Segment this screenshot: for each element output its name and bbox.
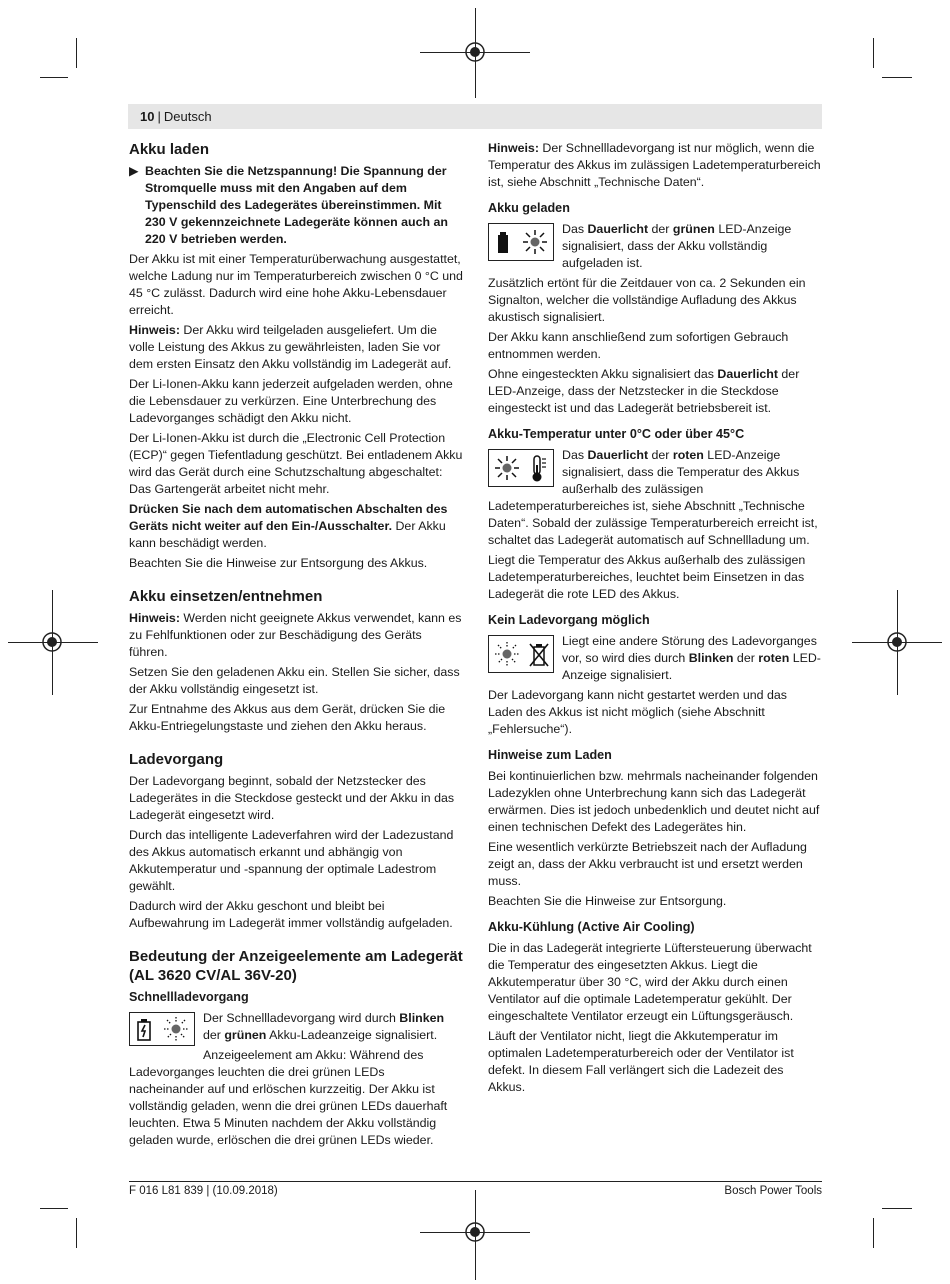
paragraph: Die in das Ladegerät integrierte Lüftersteuerung überwacht die Temperatur des eingesetzten Akkus. Liegt die Akkutemperatur über 30 °C, wird der Akku durch einen Ventilator auf die optimale Ladetemperatur gekühlt. Der eingeschaltete Ventilator erzeugt ein Lüftungsgeräusch.: [488, 941, 812, 1023]
indicator-block-charged: [488, 221, 822, 275]
registration-mark-icon: [41, 631, 63, 653]
paragraph: Der Akku ist mit einer Temperaturüberwachung ausgestattet, welche Ladung nur im Temperaturbereich zwischen 0 °C und 45 °C zulässt. Dadurch wird eine hohe Akku-Lebensdauer erreicht.: [129, 252, 463, 317]
indicator-block-temperature: [488, 447, 822, 552]
paragraph: Das Dauerlicht der grünen LED-Anzeige signalisiert, dass der Akku vollständig aufgeladen ist.: [562, 222, 792, 270]
paragraph: Hinweis: Werden nicht geeignete Akkus verwendet, kann es zu Fehlfunktionen oder zur Beschädigung des Geräts führen.: [129, 611, 462, 659]
indicator-symbol-box: [488, 223, 554, 261]
paragraph: Der Li-Ionen-Akku kann jederzeit aufgeladen werden, ohne die Lebensdauer zu verkürzen. Eine Unterbrechung des Ladevorganges schädigt den Akku nicht.: [129, 377, 453, 425]
indicator-symbol-box: [488, 449, 554, 487]
header-language: Deutsch: [163, 109, 212, 124]
document-number: F 016 L81 839 | (10.09.2018): [129, 1185, 278, 1197]
paragraph: Liegt eine andere Störung des Ladevorganges vor, so wird dies durch Blinken der roten LED-Anzeige signalisiert.: [562, 634, 821, 682]
section-title-ladevorgang: Ladevorgang: [129, 751, 224, 768]
indicator-block-fast-charge: [129, 1010, 463, 1149]
battery-full-icon: [493, 229, 513, 255]
section-title-einsetzen: Akku einsetzen/entnehmen: [129, 588, 323, 605]
battery-crossed-icon: [528, 640, 550, 668]
page-footer: [129, 1181, 822, 1197]
paragraph: Das Dauerlicht der roten LED-Anzeige signalisiert, dass die Temperatur des Akkus außerhalb des zulässigen Ladetemperaturbereiches ist, siehe Abschnitt „Technische Daten“. Sobald der zulässige Temperaturbereich erreicht ist, schaltet das Ladegerät automatisch auf Schnellladung um.: [488, 448, 818, 547]
paragraph: Hinweis: Der Akku wird teilgeladen ausgeliefert. Um die volle Leistung des Akkus zu gewährleisten, laden Sie vor dem ersten Einsatz den Akku vollständig im Ladegerät auf.: [129, 323, 452, 371]
page-number: 10: [140, 109, 155, 124]
battery-charging-icon: [134, 1016, 154, 1042]
page-header: 10 | Deutsch: [128, 104, 822, 129]
paragraph: Dadurch wird der Akku geschont und bleibt bei Aufbewahrung im Ladegerät immer vollständig aufgeladen.: [129, 899, 453, 930]
paragraph: Der Schnellladevorgang wird durch Blinken der grünen Akku-Ladeanzeige signalisiert.: [203, 1011, 445, 1042]
crop-mark: [873, 38, 874, 68]
crop-mark: [40, 1208, 68, 1209]
subsection-title-akku-geladen: Akku geladen: [488, 201, 570, 215]
warning-text: Beachten Sie die Netzspannung! Die Spannung der Stromquelle muss mit den Angaben auf dem Typenschild des Ladegerätes übereinstimmen. Mit 230 V gekennzeichnete Ladegeräte können auch an 220 V betrieben werden.: [145, 164, 448, 246]
indicator-symbol-box: [129, 1012, 195, 1046]
subsection-title-temperatur: Akku-Temperatur unter 0°C oder über 45°C: [488, 427, 745, 441]
warning-block: [129, 163, 463, 248]
brand-name: Bosch Power Tools: [724, 1185, 822, 1197]
paragraph: Drücken Sie nach dem automatischen Abschalten des Geräts nicht weiter auf den Ein-/Ausschalter. Der Akku kann beschädigt werden.: [129, 502, 448, 550]
registration-mark-icon: [464, 41, 486, 63]
paragraph: Läuft der Ventilator nicht, liegt die Akkutemperatur im optimalen Ladetemperaturbereich oder der Ventilator ist defekt. In diesem Fall verlängert sich die Ladezeit des Akkus.: [488, 1029, 794, 1094]
section-title-bedeutung: Bedeutung der Anzeigeelemente am Ladegerät (AL 3620 CV/AL 36V-20): [129, 948, 463, 984]
paragraph: Der Li-Ionen-Akku ist durch die „Electronic Cell Protection (ECP)“ gegen Tiefentladung geschützt. Bei entladenem Akku wird das Gerät durch eine Schutzschaltung abgeschaltet: Das Gartengerät arbeitet nicht mehr.: [129, 431, 463, 496]
paragraph: Anzeigeelement am Akku: Während des Ladevorganges leuchten die drei grünen LEDs nacheinander auf und erlöschen kurzzeitig. Der Akku ist vollständig geladen, wenn die drei grünen LEDs dauerhaft leuchten. Etwa 5 Minuten nachdem der Akku vollständig geladen wurde, erlöschen die drei grünen LEDs wieder.: [129, 1048, 448, 1147]
crop-mark: [873, 1218, 874, 1248]
crop-mark: [882, 1208, 912, 1209]
paragraph: Ohne eingesteckten Akku signalisiert das Dauerlicht der LED-Anzeige, dass der Netzstecker in die Steckdose eingesteckt ist und das Ladegerät betriebsbereit ist.: [488, 367, 800, 415]
paragraph: Der Ladevorgang kann nicht gestartet werden und das Laden des Akkus ist nicht möglich (siehe Abschnitt „Fehlersuche“).: [488, 688, 787, 736]
paragraph: Hinweis: Der Schnellladevorgang ist nur möglich, wenn die Temperatur des Akkus im zulässigen Ladetemperaturbereich ist, siehe Abschnitt „Technische Daten“.: [488, 141, 821, 189]
section-title-akku-laden: Akku laden: [129, 141, 210, 158]
paragraph: Beachten Sie die Hinweise zur Entsorgung des Akkus.: [129, 556, 428, 570]
registration-mark-icon: [886, 631, 908, 653]
steady-led-icon: [493, 454, 521, 482]
paragraph: Durch das intelligente Ladeverfahren wird der Ladezustand des Akkus automatisch erkannt und abhängig von Akkutemperatur und -spannung der optimale Ladestrom gewählt.: [129, 828, 454, 893]
registration-mark-icon: [464, 1221, 486, 1243]
thermometer-icon: [529, 453, 549, 483]
subsection-title-kein-ladevorgang: Kein Ladevorgang möglich: [488, 613, 650, 627]
left-column: [129, 140, 463, 1152]
paragraph: Eine wesentlich verkürzte Betriebszeit nach der Aufladung zeigt an, dass der Akku verbraucht ist und ersetzt werden muss.: [488, 840, 807, 888]
blinking-led-icon: [162, 1015, 190, 1043]
crop-mark: [76, 1218, 77, 1248]
blinking-led-icon: [493, 640, 521, 668]
paragraph: Zur Entnahme des Akkus aus dem Gerät, drücken Sie die Akku-Entriegelungstaste und ziehen den Akku heraus.: [129, 702, 446, 733]
right-column: [488, 140, 822, 1099]
indicator-symbol-box: [488, 635, 554, 673]
paragraph: Zusätzlich ertönt für die Zeitdauer von ca. 2 Sekunden ein Signalton, welcher die vollständige Aufladung des Akkus akustisch signalisiert.: [488, 276, 806, 324]
crop-mark: [40, 77, 68, 78]
paragraph: Der Akku kann anschließend zum sofortigen Gebrauch entnommen werden.: [488, 330, 789, 361]
paragraph: Liegt die Temperatur des Akkus außerhalb des zulässigen Ladetemperaturbereiches, leuchtet beim Einsetzen in das Ladegerät die rote LED des Akkus.: [488, 553, 806, 601]
subsection-title-kuehlung: Akku-Kühlung (Active Air Cooling): [488, 920, 695, 934]
crop-mark: [76, 38, 77, 68]
triangle-bullet-icon: ▶: [129, 164, 139, 178]
indicator-block-no-charge: [488, 633, 822, 687]
subsection-title-hinweise: Hinweise zum Laden: [488, 748, 612, 762]
paragraph: Bei kontinuierlichen bzw. mehrmals nacheinander folgenden Ladezyklen ohne Unterbrechung kann sich das Ladegerät erwärmen. Dies ist jedoch unbedenklich und deutet nicht auf einen technischen Defekt des Ladegerätes hin.: [488, 769, 820, 834]
subsection-title-schnellladevorgang: Schnellladevorgang: [129, 990, 249, 1004]
paragraph: Der Ladevorgang beginnt, sobald der Netzstecker des Ladegerätes in die Steckdose gesteckt und der Akku in das Ladegerät eingesetzt wird.: [129, 774, 455, 822]
paragraph: Setzen Sie den geladenen Akku ein. Stellen Sie sicher, dass der Akku vollständig eingesetzt ist.: [129, 665, 460, 696]
steady-led-icon: [521, 228, 549, 256]
crop-mark: [882, 77, 912, 78]
paragraph: Beachten Sie die Hinweise zur Entsorgung.: [488, 894, 727, 908]
